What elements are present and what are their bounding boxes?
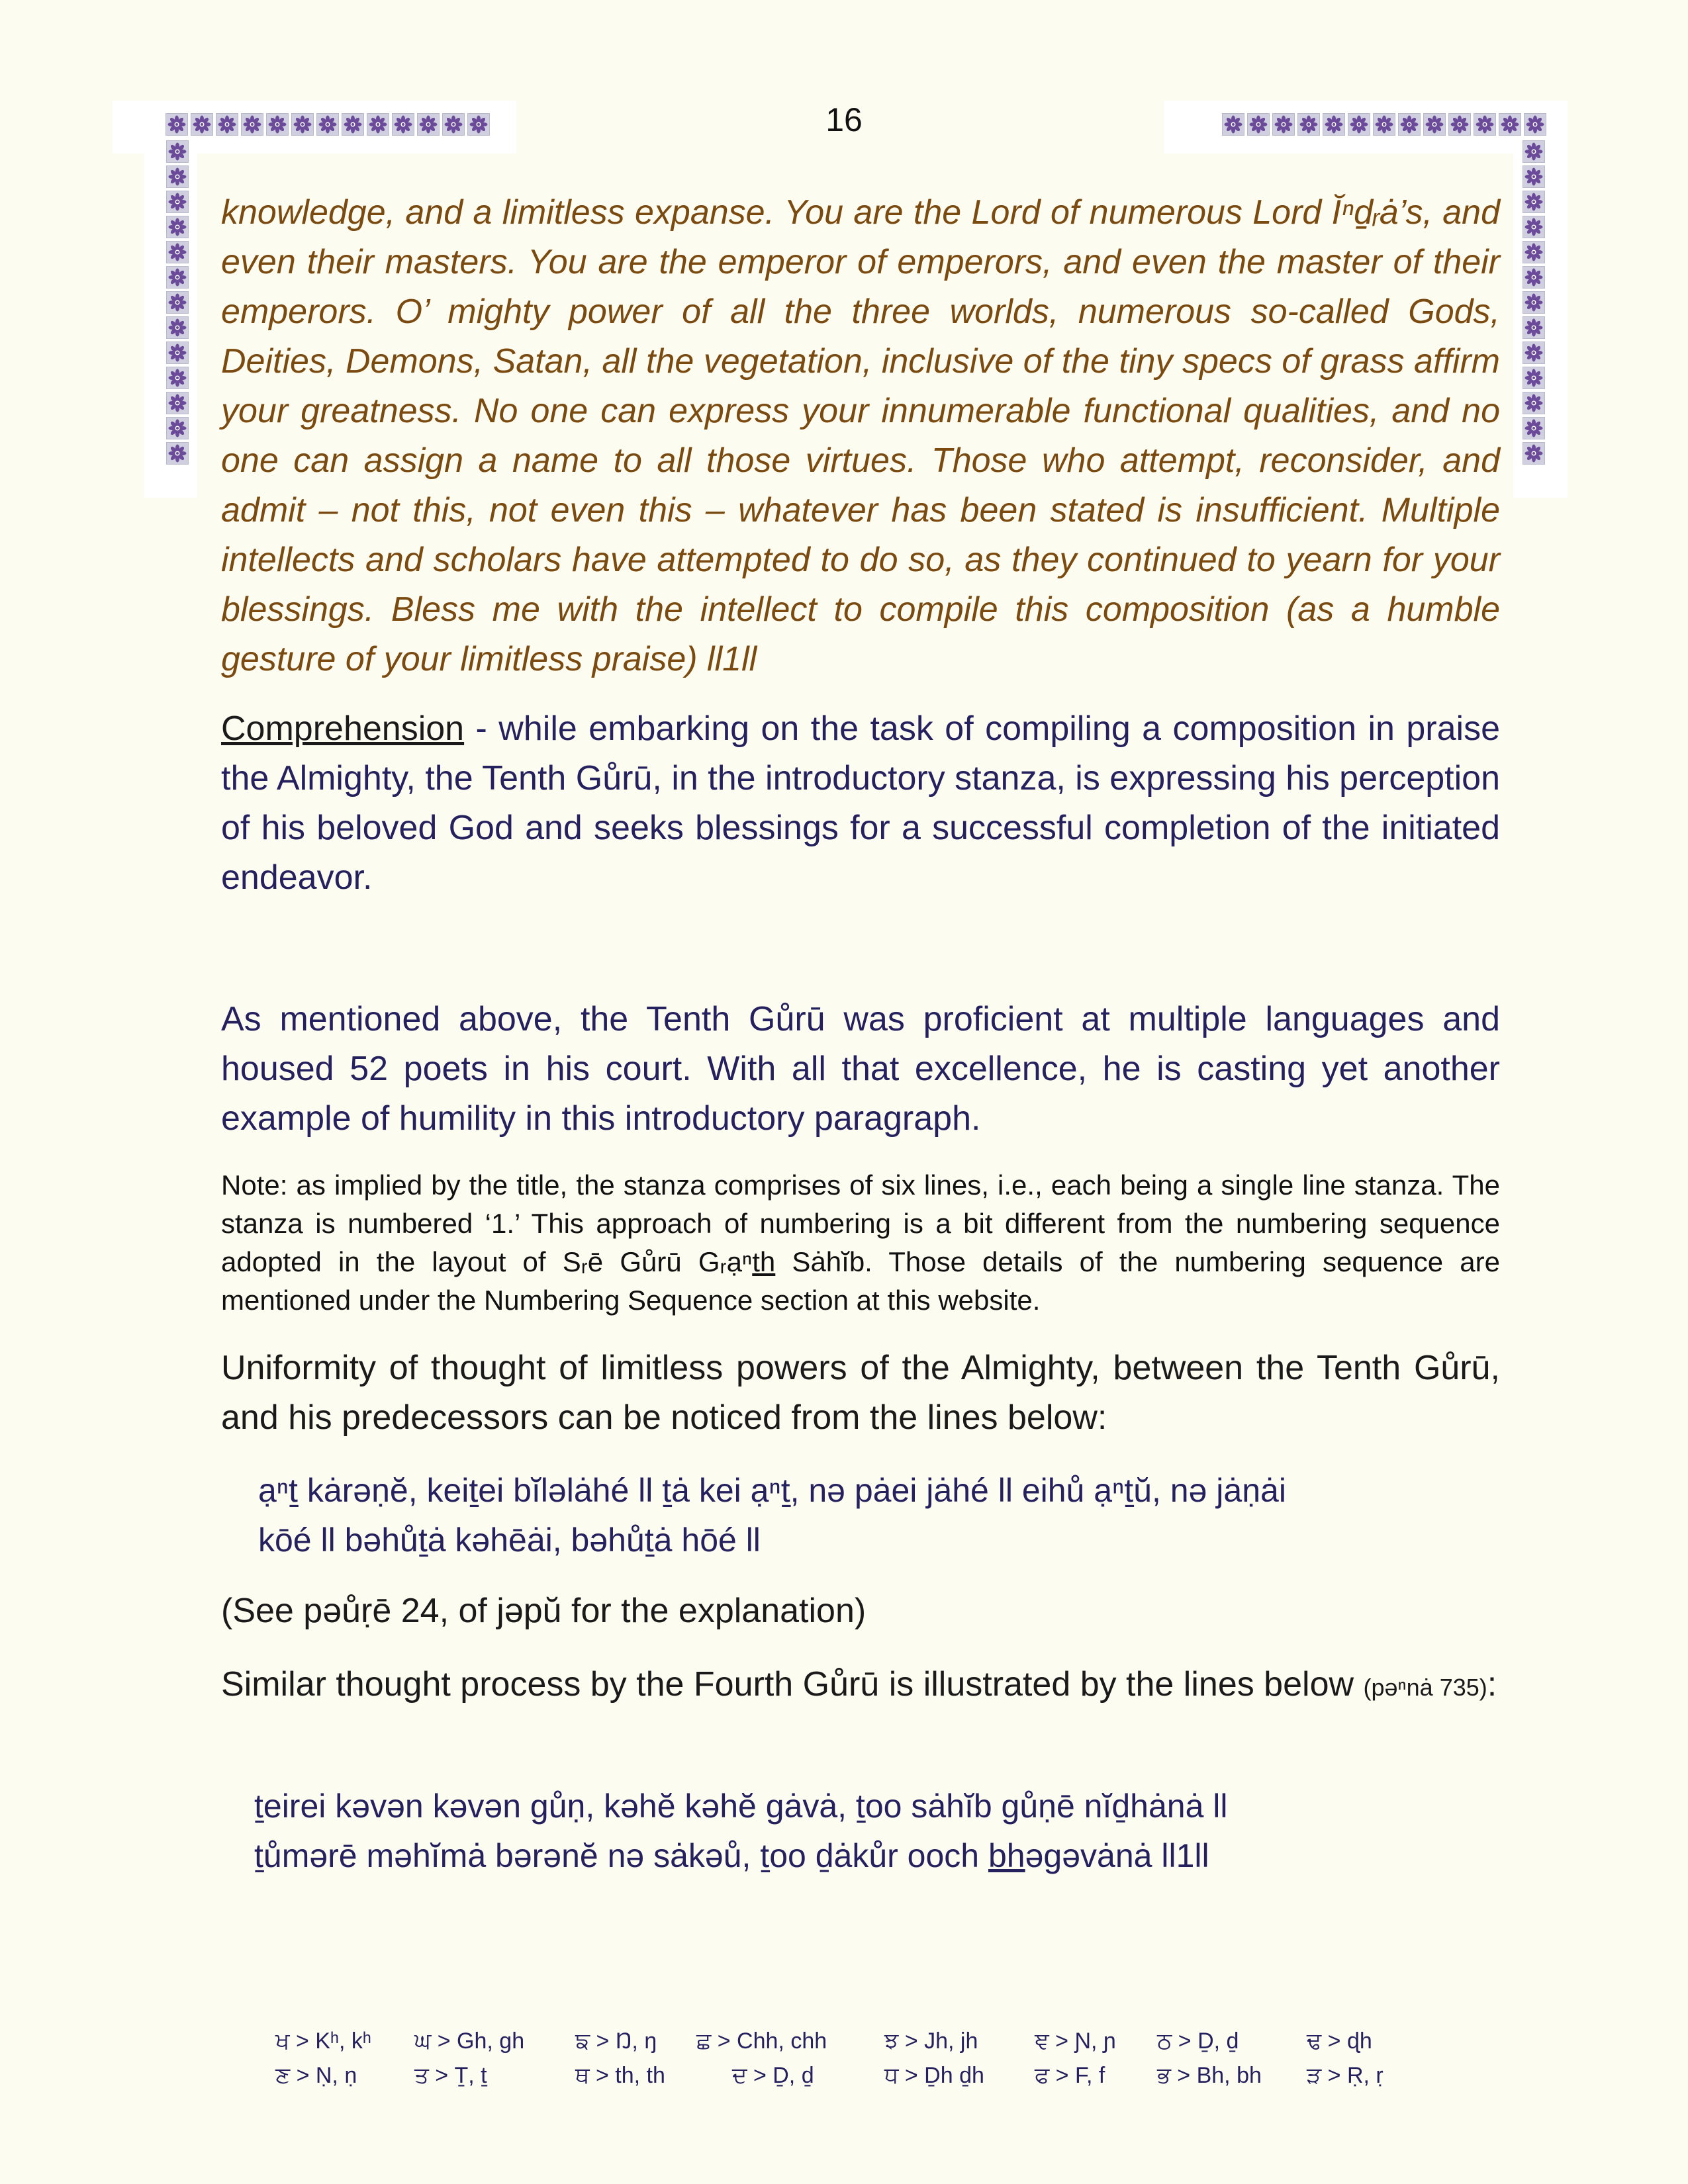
- flower-ornament-icon: [1523, 316, 1545, 339]
- flower-ornament-icon: [166, 216, 189, 238]
- similar-colon: :: [1487, 1665, 1497, 1704]
- flower-ornament-icon: [166, 140, 189, 163]
- similar-page-ref: (pəⁿnȧ 735): [1363, 1674, 1487, 1701]
- flower-ornament-icon: [392, 113, 414, 136]
- flower-ornament-icon: [1222, 113, 1244, 136]
- key-item: ਥ > th, th: [575, 2063, 665, 2088]
- page-number: 16: [825, 101, 863, 138]
- flower-ornament-icon: [367, 113, 389, 136]
- flower-ornament-icon: [1348, 113, 1370, 136]
- flower-ornament-icon: [342, 113, 364, 136]
- ornament-row-top-left: [165, 113, 490, 136]
- key-item: ਘ > Gh, gh: [414, 2028, 525, 2054]
- flower-ornament-icon: [216, 113, 238, 136]
- ornament-column-right: [1523, 140, 1545, 465]
- flower-ornament-icon: [165, 113, 188, 136]
- see-reference: (See pəůṛē 24, of jəpŭ for the explanation): [221, 1592, 867, 1630]
- flower-ornament-icon: [166, 417, 189, 439]
- flower-ornament-icon: [241, 113, 263, 136]
- flower-ornament-icon: [1323, 113, 1345, 136]
- key-item: ਤ > Ṯ, ṯ: [414, 2063, 487, 2088]
- flower-ornament-icon: [166, 367, 189, 389]
- flower-ornament-icon: [1423, 113, 1446, 136]
- note-text-part2: Sȧhĭb. Those details of the numbering sequence are mentioned under the Numbering Sequence section at this website.: [221, 1246, 1500, 1316]
- flower-ornament-icon: [1373, 113, 1395, 136]
- key-item: ਙ > Ŋ, ŋ: [575, 2028, 657, 2054]
- key-item: ਣ > Ṇ, ṇ: [275, 2063, 357, 2088]
- flower-ornament-icon: [1523, 241, 1545, 263]
- flower-ornament-icon: [1297, 113, 1320, 136]
- key-item: ਞ > Ɲ, ɲ: [1035, 2028, 1116, 2054]
- flower-ornament-icon: [1523, 367, 1545, 389]
- gurbani-quote-1: [258, 1466, 1503, 1565]
- comprehension-paragraph: [221, 704, 1500, 903]
- flower-ornament-icon: [266, 113, 289, 136]
- gurbani-2-line-2-pre: ṯůmərē məhĭmȧ bərənĕ nə sȧkəů, ṯoo ḏȧkůr ooch: [254, 1837, 988, 1874]
- key-item: ੜ > Ṛ, ṛ: [1307, 2063, 1383, 2088]
- flower-ornament-icon: [166, 191, 189, 213]
- ornament-column-left: [166, 140, 189, 465]
- flower-ornament-icon: [1448, 113, 1471, 136]
- flower-ornament-icon: [1523, 216, 1545, 238]
- flower-ornament-icon: [417, 113, 440, 136]
- ornament-row-top-right: [1222, 113, 1546, 136]
- key-item: ਭ > Bh, bh: [1157, 2063, 1262, 2088]
- flower-ornament-icon: [467, 113, 490, 136]
- key-item: ਝ > Jh, jh: [884, 2028, 978, 2054]
- flower-ornament-icon: [166, 241, 189, 263]
- note-text-part1: Note: as implied by the title, the stanza comprises of six lines, i.e., each being a single line stanza. The stanza is numbered ‘1.’ This approach of numbering is a bit different from the numbering sequence adopted in the layout of Sᵣē Gůrū Gᵣạⁿ: [221, 1169, 1500, 1277]
- key-item: ਫ > F, f: [1035, 2063, 1105, 2088]
- flower-ornament-icon: [1398, 113, 1421, 136]
- flower-ornament-icon: [166, 291, 189, 314]
- gurbani-2-line-2-post: əgəvȧnȧ ll1ll: [1025, 1837, 1209, 1874]
- flower-ornament-icon: [442, 113, 465, 136]
- flower-ornament-icon: [316, 113, 339, 136]
- flower-ornament-icon: [1523, 417, 1545, 439]
- key-item: ਦ > Ḏ, ḏ: [732, 2063, 814, 2088]
- flower-ornament-icon: [191, 113, 213, 136]
- flower-ornament-icon: [1499, 113, 1521, 136]
- numbering-note: [221, 1166, 1500, 1320]
- flower-ornament-icon: [1523, 266, 1545, 289]
- flower-ornament-icon: [1523, 291, 1545, 314]
- flower-ornament-icon: [1523, 191, 1545, 213]
- similar-text: Similar thought process by the Fourth Gůrū is illustrated by the lines below: [221, 1665, 1364, 1704]
- flower-ornament-icon: [1474, 113, 1496, 136]
- gurbani-2-line-1: ṯeirei kəvən kəvən gůṇ, kəhĕ kəhĕ gȧvȧ, ṯoo sȧhĭb gůṇē nĭḏhȧnȧ ll: [254, 1788, 1228, 1825]
- translation-paragraph: knowledge, and a limitless expanse. You are the Lord of numerous Lord Ĭⁿḏᵣȧ’s, and even their masters. You are the emperor of emperors, and even the master of their emperors. O’ mighty power of all the three worlds, numerous so-called Gods, Deities, Demons, Satan, all the vegetation, inclusive of the tiny specs of grass affirm your greatness. No one can express your innumerable functional qualities, and no one can assign a name to all those virtues. Those who attempt, reconsider, and admit – not this, not even this – whatever has been stated is insufficient. Multiple intellects and scholars have attempted to do so, as they continued to yearn for your blessings. Bless me with the intellect to compile this composition (as a humble gesture of your limitless praise) ll1ll: [221, 193, 1500, 678]
- key-item: ਧ > Ḏh ḏh: [884, 2063, 984, 2088]
- key-item: ਢ > ɖh: [1307, 2028, 1372, 2054]
- flower-ornament-icon: [1523, 165, 1545, 188]
- flower-ornament-icon: [1524, 113, 1546, 136]
- flower-ornament-icon: [166, 341, 189, 364]
- similar-thought-paragraph: [221, 1660, 1500, 1712]
- gurbani-1-line-2: kōé ll bəhůṯȧ kəhēȧi, bəhůṯȧ hōé ll: [258, 1522, 761, 1559]
- key-item: ਠ > Ḏ, ḏ: [1157, 2028, 1239, 2054]
- flower-ornament-icon: [1523, 442, 1545, 465]
- uniformity-paragraph: Uniformity of thought of limitless powers of the Almighty, between the Tenth Gůrū, and his predecessors can be noticed from the lines below:: [221, 1349, 1500, 1437]
- flower-ornament-icon: [166, 266, 189, 289]
- flower-ornament-icon: [1247, 113, 1270, 136]
- comprehension-label: Comprehension: [221, 709, 465, 748]
- comprehension-text: - while embarking on the task of compiling a composition in praise the Almighty, the Tenth Gůrū, in the introductory stanza, is expressing his perception of his beloved God and seeks blessings for a successful completion of the initiated endeavor.: [221, 709, 1500, 897]
- flower-ornament-icon: [1523, 140, 1545, 163]
- gurbani-1-line-1: ạⁿṯ kȧrəṇĕ, keiṯei bĭləlȧhé ll ṯȧ kei ạⁿṯ, nə pȧei jȧhé ll eihů ạⁿṯŭ, nə jȧṇȧi: [258, 1472, 1286, 1509]
- key-item: ਛ > Chh, chh: [696, 2028, 827, 2054]
- flower-ornament-icon: [166, 165, 189, 188]
- flower-ornament-icon: [1523, 392, 1545, 414]
- flower-ornament-icon: [1523, 341, 1545, 364]
- gurbani-quote-2: [254, 1782, 1499, 1881]
- gurbani-2-line-2-underlined: bh: [988, 1837, 1025, 1874]
- flower-ornament-icon: [291, 113, 314, 136]
- flower-ornament-icon: [166, 392, 189, 414]
- key-item: ਖ > Kʰ, kʰ: [275, 2028, 371, 2054]
- gurbani-2-line-2: [254, 1831, 1499, 1881]
- flower-ornament-icon: [166, 316, 189, 339]
- flower-ornament-icon: [166, 442, 189, 465]
- flower-ornament-icon: [1272, 113, 1295, 136]
- humility-paragraph: As mentioned above, the Tenth Gůrū was proficient at multiple languages and housed 52 poets in his court. With all that excellence, he is casting yet another example of humility in this introductory paragraph.: [221, 1000, 1500, 1138]
- note-underlined: th: [752, 1246, 776, 1277]
